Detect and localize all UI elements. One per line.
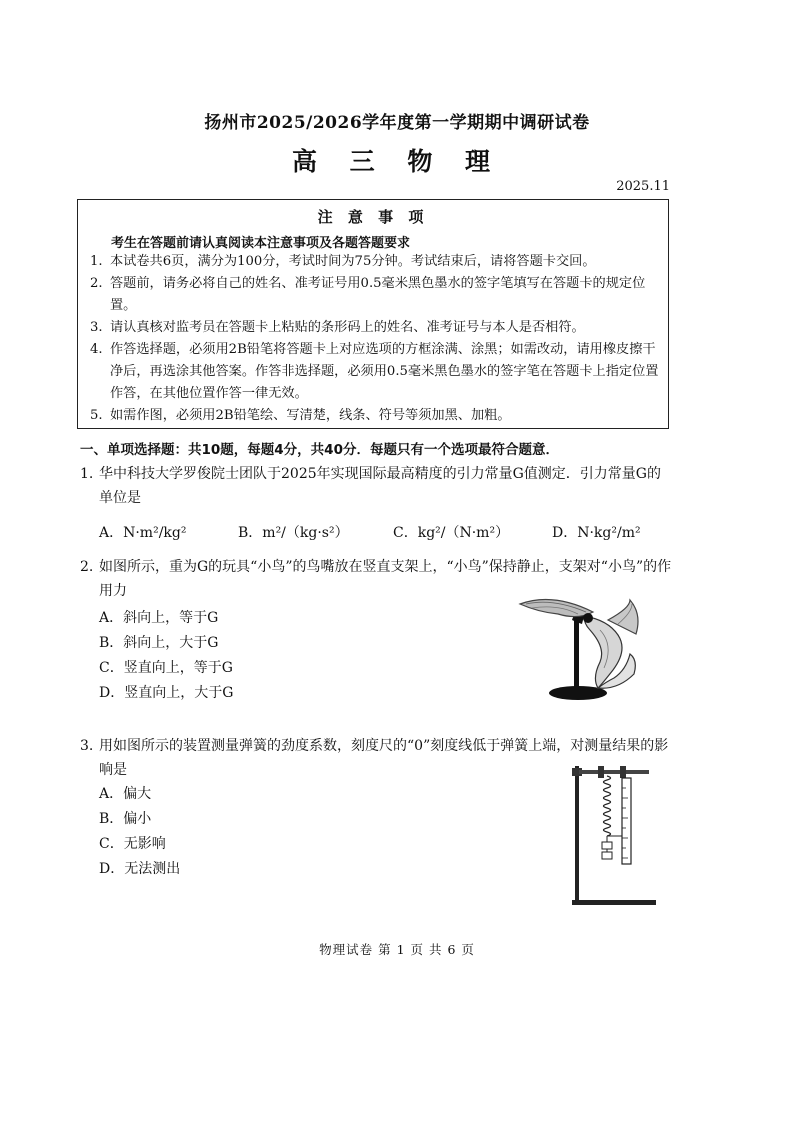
notice-item-text: 本试卷共6页，满分为100分，考试时间为75分钟。考试结束后，请将答题卡交回。: [110, 254, 596, 269]
option-b: B．偏小: [99, 811, 152, 827]
exam-date: 2025.11: [616, 179, 670, 194]
exam-title: 扬州市2025/2026学年度第一学期期中调研试卷: [204, 113, 590, 133]
subject-title: 高 三 物 理: [291, 147, 503, 176]
question-text: 用如图所示的装置测量弹簧的劲度系数，刻度尺的“0”刻度线低于弹簧上端，对测量结果的影响是: [99, 738, 669, 778]
notice-item-text: 如需作图，必须用2B铅笔绘、写清楚，线条、符号等须加黑、加粗。: [110, 408, 511, 423]
notice-item-text: 作答选择题，必须用2B铅笔将答题卡上对应选项的方框涂满、涂黑；如需改动，请用橡皮擦干净后，再选涂其他答案。作答非选择题，必须用0.5毫米黑色墨水的签字笔在答题卡上指定位置作答，在其他位置作答一律无效。: [110, 342, 659, 401]
horizontal-arm: [579, 770, 649, 774]
bird-left-wing: [520, 600, 593, 617]
option-a: A．偏大: [99, 786, 152, 802]
notice-item: [90, 251, 660, 273]
section-heading: 一、单项选择题：共10题，每题4分，共40分．每题只有一个选项最符合题意．: [80, 442, 559, 458]
notice-subtitle: 考生在答题前请认真阅读本注意事项及各题答题要求: [111, 236, 411, 251]
notice-item: [90, 317, 660, 339]
weight: [602, 852, 612, 859]
notice-item-number: 1.: [90, 254, 103, 269]
option-a: A．N·m²/kg²: [99, 525, 187, 541]
option-c: C．无影响: [99, 836, 166, 852]
weight: [602, 842, 612, 849]
notice-item-number: 2.: [90, 276, 103, 291]
stand-rod: [575, 766, 579, 902]
question-1: [80, 462, 672, 510]
question-number: 2.: [80, 559, 94, 575]
option-a: A．斜向上，等于G: [99, 610, 219, 626]
stand-base: [572, 900, 656, 905]
notice-item-text: 答题前，请务必将自己的姓名、准考证号用0.5毫米黑色墨水的签字笔填写在答题卡的规定位置。: [110, 276, 646, 313]
option-b: B．斜向上，大于G: [99, 635, 219, 651]
option-d: D．N·kg²/m²: [552, 525, 641, 541]
option-b: B．m²/（kg·s²）: [238, 525, 349, 541]
option-c: C．竖直向上，等于G: [99, 660, 233, 676]
stand-pole: [574, 620, 579, 694]
spring-apparatus-figure: [560, 760, 660, 910]
notice-title: 注 意 事 项: [317, 208, 429, 226]
page-footer: 物理试卷 第 1 页 共 6 页: [319, 942, 475, 957]
notice-item-number: 4.: [90, 342, 103, 357]
notice-item: [90, 405, 660, 427]
notice-item: [90, 339, 660, 405]
option-d: D．竖直向上，大于G: [99, 685, 234, 701]
ruler: [622, 778, 631, 864]
toy-bird-figure: [518, 590, 658, 702]
question-text: 华中科技大学罗俊院士团队于2025年实现国际最高精度的引力常量G值测定．引力常量G的单位是: [99, 466, 661, 506]
notice-item-number: 5.: [90, 408, 103, 423]
bird-head: [583, 613, 593, 623]
question-text: 如图所示，重为G的玩具“小鸟”的鸟嘴放在竖直支架上，“小鸟”保持静止，支架对“小鸟”的作用力: [99, 559, 672, 599]
notice-box: [77, 199, 669, 429]
spring: [604, 776, 611, 836]
notice-item-number: 3.: [90, 320, 103, 335]
option-c: C．kg²/（N·m²）: [393, 525, 510, 541]
question-number: 1.: [80, 466, 94, 482]
notice-item-text: 请认真核对监考员在答题卡上粘贴的条形码上的姓名、准考证号与本人是否相符。: [110, 320, 585, 335]
notice-item: [90, 273, 660, 317]
option-d: D．无法测出: [99, 861, 181, 877]
question-number: 3.: [80, 738, 94, 754]
